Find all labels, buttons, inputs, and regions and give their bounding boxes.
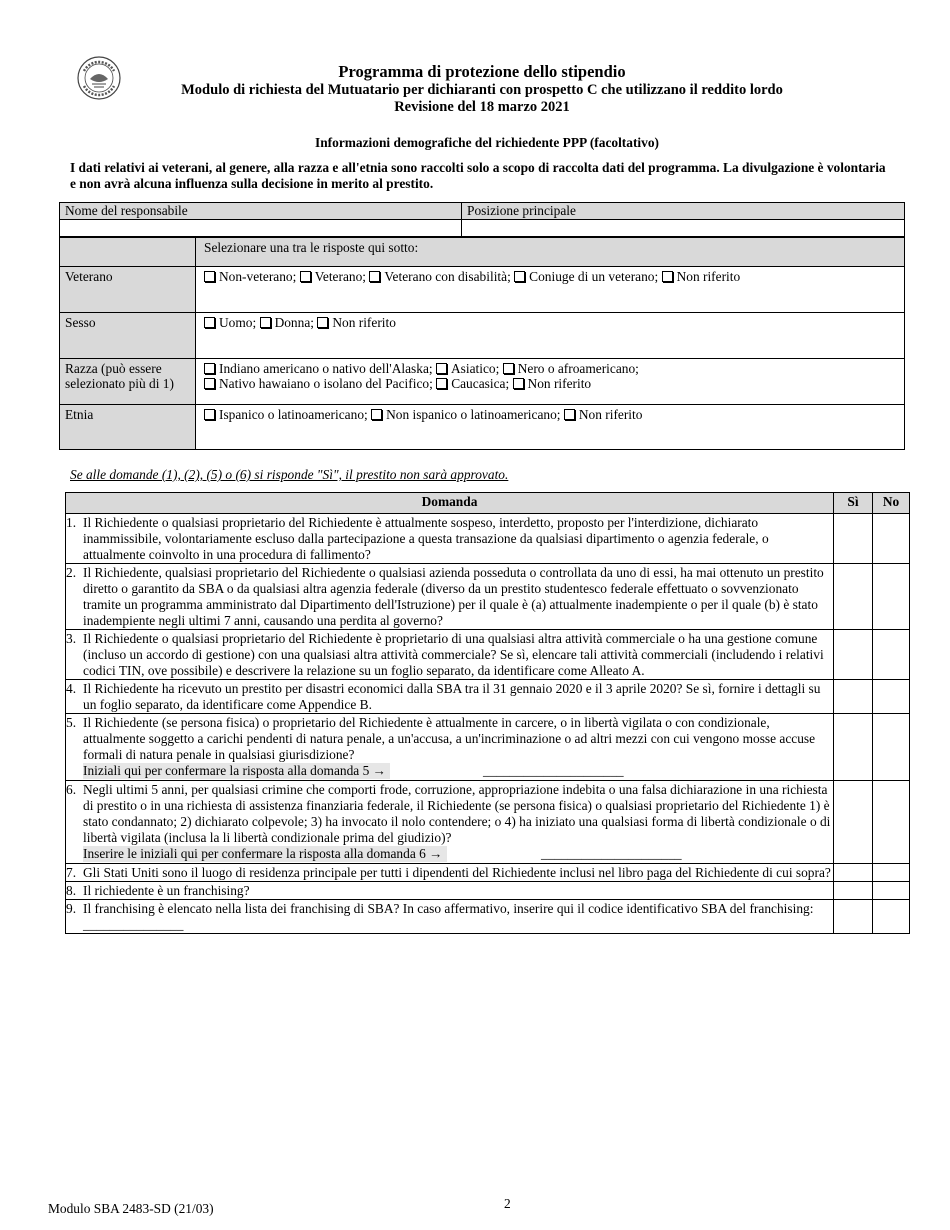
checkbox[interactable] (371, 409, 382, 420)
race-option[interactable]: Nero o afroamericano; (503, 361, 639, 376)
race-option[interactable]: Non riferito (513, 376, 592, 391)
checkbox[interactable] (662, 271, 673, 282)
no-cell[interactable] (873, 714, 910, 781)
no-cell[interactable] (873, 514, 910, 564)
responsible-name-field[interactable] (60, 220, 462, 237)
no-cell[interactable] (873, 781, 910, 864)
question-row (66, 564, 910, 630)
no-column-header: No (873, 493, 910, 514)
checkbox[interactable] (204, 378, 215, 389)
checkbox[interactable] (204, 409, 215, 420)
no-cell[interactable] (873, 680, 910, 714)
checkbox[interactable] (514, 271, 525, 282)
veteran-option[interactable]: Non riferito (662, 269, 741, 284)
question-row (66, 864, 910, 882)
question-row (66, 714, 910, 781)
question-column-header: Domanda (66, 493, 834, 514)
question-number: 7. (66, 865, 77, 880)
veteran-option[interactable]: Coniuge di un veterano; (514, 269, 658, 284)
question-row (66, 900, 910, 934)
program-title: Programma di protezione dello stipendio (338, 62, 626, 81)
question-text: Il Richiedente ha ricevuto un prestito per disastri economici dalla SBA tra il 31 gennaio 2020 e il 3 aprile 2020? Se sì, fornire i dettagli su un foglio separato, da identificare come Appendice B. (83, 681, 821, 712)
form-subtitle: Modulo di richiesta del Mutuatario per dichiaranti con prospetto C che utilizzano il reddito lordo (181, 82, 783, 98)
initials-field[interactable]: _____________________ (483, 763, 624, 778)
ethnicity-option[interactable]: Ispanico o latinoamericano; (204, 407, 368, 422)
no-cell[interactable] (873, 864, 910, 882)
race-label: Razza (può essere selezionato più di 1) (60, 359, 196, 405)
no-cell[interactable] (873, 564, 910, 630)
veteran-option[interactable]: Non-veterano; (204, 269, 296, 284)
initials-row (83, 846, 831, 863)
question-text: Il Richiedente (se persona fisica) o proprietario del Richiedente è attualmente in carcere, o in libertà vigilata o con condizionale, attualmente soggetto a carichi pendenti di natura penale, a un'accusa, a un'incriminazione o ad altri mezzi con cui vengono mosse accuse formali di natura penale in qualsiasi giurisdizione? (83, 715, 816, 762)
revision-date: Revisione del 18 marzo 2021 (394, 99, 570, 115)
race-option[interactable]: Asiatico; (436, 361, 499, 376)
sex-option[interactable]: Donna; (260, 315, 314, 330)
sex-label: Sesso (60, 313, 196, 359)
checkbox[interactable] (513, 378, 524, 389)
no-cell[interactable] (873, 900, 910, 934)
sex-options (196, 313, 905, 359)
approval-note: Se alle domande (1), (2), (5) o (6) si risponde "Sì", il prestito non sarà approvato. (70, 467, 509, 482)
responsible-name-label: Nome del responsabile (60, 203, 462, 220)
sex-option[interactable]: Non riferito (317, 315, 396, 330)
principal-position-label: Posizione principale (462, 203, 905, 220)
intro-text: I dati relativi ai veterani, al genere, alla razza e all'etnia sono raccolti solo a scopo di raccolta dati del programma. La divulgazione è volontaria e non avrà alcuna influenza sulla decisione in merito al prestito. (70, 160, 886, 191)
veteran-options (196, 267, 905, 313)
checkbox[interactable] (204, 271, 215, 282)
checkbox[interactable] (564, 409, 575, 420)
question-text: Il Richiedente o qualsiasi proprietario del Richiedente è attualmente sospeso, interdetto, proposto per l'interdizione, dichiarato inammissibile, volontariamente escluso dalla partecipazione a questa transazione da qualsiasi dipartimento o agenzia federale, o attualmente coinvolto in una procedura di fallimento? (83, 515, 769, 562)
question-text: Il richiedente è un franchising? (83, 883, 250, 898)
demographics-corner (60, 238, 196, 267)
sex-option[interactable]: Uomo; (204, 315, 256, 330)
question-text: Gli Stati Uniti sono il luogo di residenza principale per tutti i dipendenti del Richiedente inclusi nel libro paga del Richiedente di cui sopra? (83, 865, 831, 880)
initials-row (83, 763, 831, 780)
checkbox[interactable] (503, 363, 514, 374)
demographics-instruction: Selezionare una tra le risposte qui sotto: (196, 238, 905, 267)
question-row (66, 630, 910, 680)
question-number: 1. (66, 515, 77, 530)
ethnicity-options (196, 405, 905, 450)
document-header (120, 62, 844, 116)
yes-cell[interactable] (834, 630, 873, 680)
question-number: 8. (66, 883, 77, 898)
initials-field[interactable]: _____________________ (541, 846, 682, 861)
veteran-label: Veterano (60, 267, 196, 313)
checkbox[interactable] (260, 317, 271, 328)
no-cell[interactable] (873, 882, 910, 900)
veteran-option[interactable]: Veterano con disabilità; (369, 269, 510, 284)
yes-cell[interactable] (834, 680, 873, 714)
checkbox[interactable] (300, 271, 311, 282)
veteran-option[interactable]: Veterano; (300, 269, 366, 284)
question-row (66, 514, 910, 564)
question-number: 5. (66, 715, 77, 730)
race-option[interactable]: Nativo hawaiano o isolano del Pacifico; (204, 376, 433, 391)
questions-table (65, 492, 910, 934)
question-text: Negli ultimi 5 anni, per qualsiasi crimine che comporti frode, corruzione, appropriazione indebita o una falsa dichiarazione in una richiesta di prestito o in una richiesta di assistenza finanziaria federale, il Richiedente (se persona fisica) o qualsiasi proprietario del Richiedente 1) è stato condannato; 2) dichiarato colpevole; 3) ha invocato il nolo contendere; o 4) ha iniziato una qualsiasi forma di libertà condizionale o di libertà vigilata (inclusa la li libertà condizionale prima del giudizio)? (83, 782, 831, 845)
question-text: Il Richiedente, qualsiasi proprietario del Richiedente o qualsiasi azienda posseduta o controllata da uno di essi, ha mai ottenuto un prestito diretto o garantito da SBA o da qualsiasi altra agenzia federale (diverso da un prestito studentesco federale effettuato o sovvenzionato tramite un programma amministrato dal Dipartimento dell'Istruzione) per il quale è (a) attualmente inadempiente o per il quale (b) è stato inadempiente negli ultimi 7 anni, causando una perdita al governo? (83, 565, 824, 628)
yes-cell[interactable] (834, 514, 873, 564)
checkbox[interactable] (317, 317, 328, 328)
race-option[interactable]: Caucasica; (436, 376, 509, 391)
yes-cell[interactable] (834, 864, 873, 882)
question-number: 4. (66, 681, 77, 696)
checkbox[interactable] (436, 363, 447, 374)
yes-cell[interactable] (834, 564, 873, 630)
yes-column-header: Sì (834, 493, 873, 514)
yes-cell[interactable] (834, 882, 873, 900)
initials-label: Iniziali qui per confermare la risposta alla domanda 5 → (83, 763, 390, 779)
yes-cell[interactable] (834, 714, 873, 781)
ethnicity-option[interactable]: Non riferito (564, 407, 643, 422)
section-title: Informazioni demografiche del richiedente PPP (facoltativo) (315, 135, 659, 150)
question-text: Il Richiedente o qualsiasi proprietario del Richiedente è proprietario di una qualsiasi altra attività commerciale o ha una gestione comune (incluso un accordo di gestione) con una qualsiasi altra attività commerciale? Se sì, elencare tali attività commerciali (includendo i relativi codici TIN, ove possibile) e descrivere la relazione su un foglio separato, da identificare come Alleato A. (83, 631, 824, 678)
question-number: 3. (66, 631, 77, 646)
question-text: Il franchising è elencato nella lista dei franchising di SBA? In caso affermativo, inserire qui il codice identificativo SBA del franchising: _______________ (83, 901, 814, 932)
question-number: 6. (66, 782, 77, 797)
sba-seal-logo (76, 55, 122, 101)
ethnicity-label: Etnia (60, 405, 196, 450)
question-row (66, 882, 910, 900)
question-row (66, 781, 910, 864)
yes-cell[interactable] (834, 781, 873, 864)
page-number: 2 (504, 1196, 511, 1211)
principal-position-field[interactable] (462, 220, 905, 237)
yes-cell[interactable] (834, 900, 873, 934)
no-cell[interactable] (873, 630, 910, 680)
checkbox[interactable] (369, 271, 380, 282)
checkbox[interactable] (436, 378, 447, 389)
question-row (66, 680, 910, 714)
race-option[interactable]: Indiano americano o nativo dell'Alaska; (204, 361, 433, 376)
question-number: 2. (66, 565, 77, 580)
responsible-table (59, 202, 905, 237)
question-number: 9. (66, 901, 77, 916)
checkbox[interactable] (204, 363, 215, 374)
form-identifier: Modulo SBA 2483-SD (21/03) (48, 1201, 214, 1216)
checkbox[interactable] (204, 317, 215, 328)
ethnicity-option[interactable]: Non ispanico o latinoamericano; (371, 407, 560, 422)
race-options (196, 359, 905, 405)
initials-label: Inserire le iniziali qui per confermare la risposta alla domanda 6 → (83, 846, 447, 862)
demographics-table (59, 237, 905, 450)
